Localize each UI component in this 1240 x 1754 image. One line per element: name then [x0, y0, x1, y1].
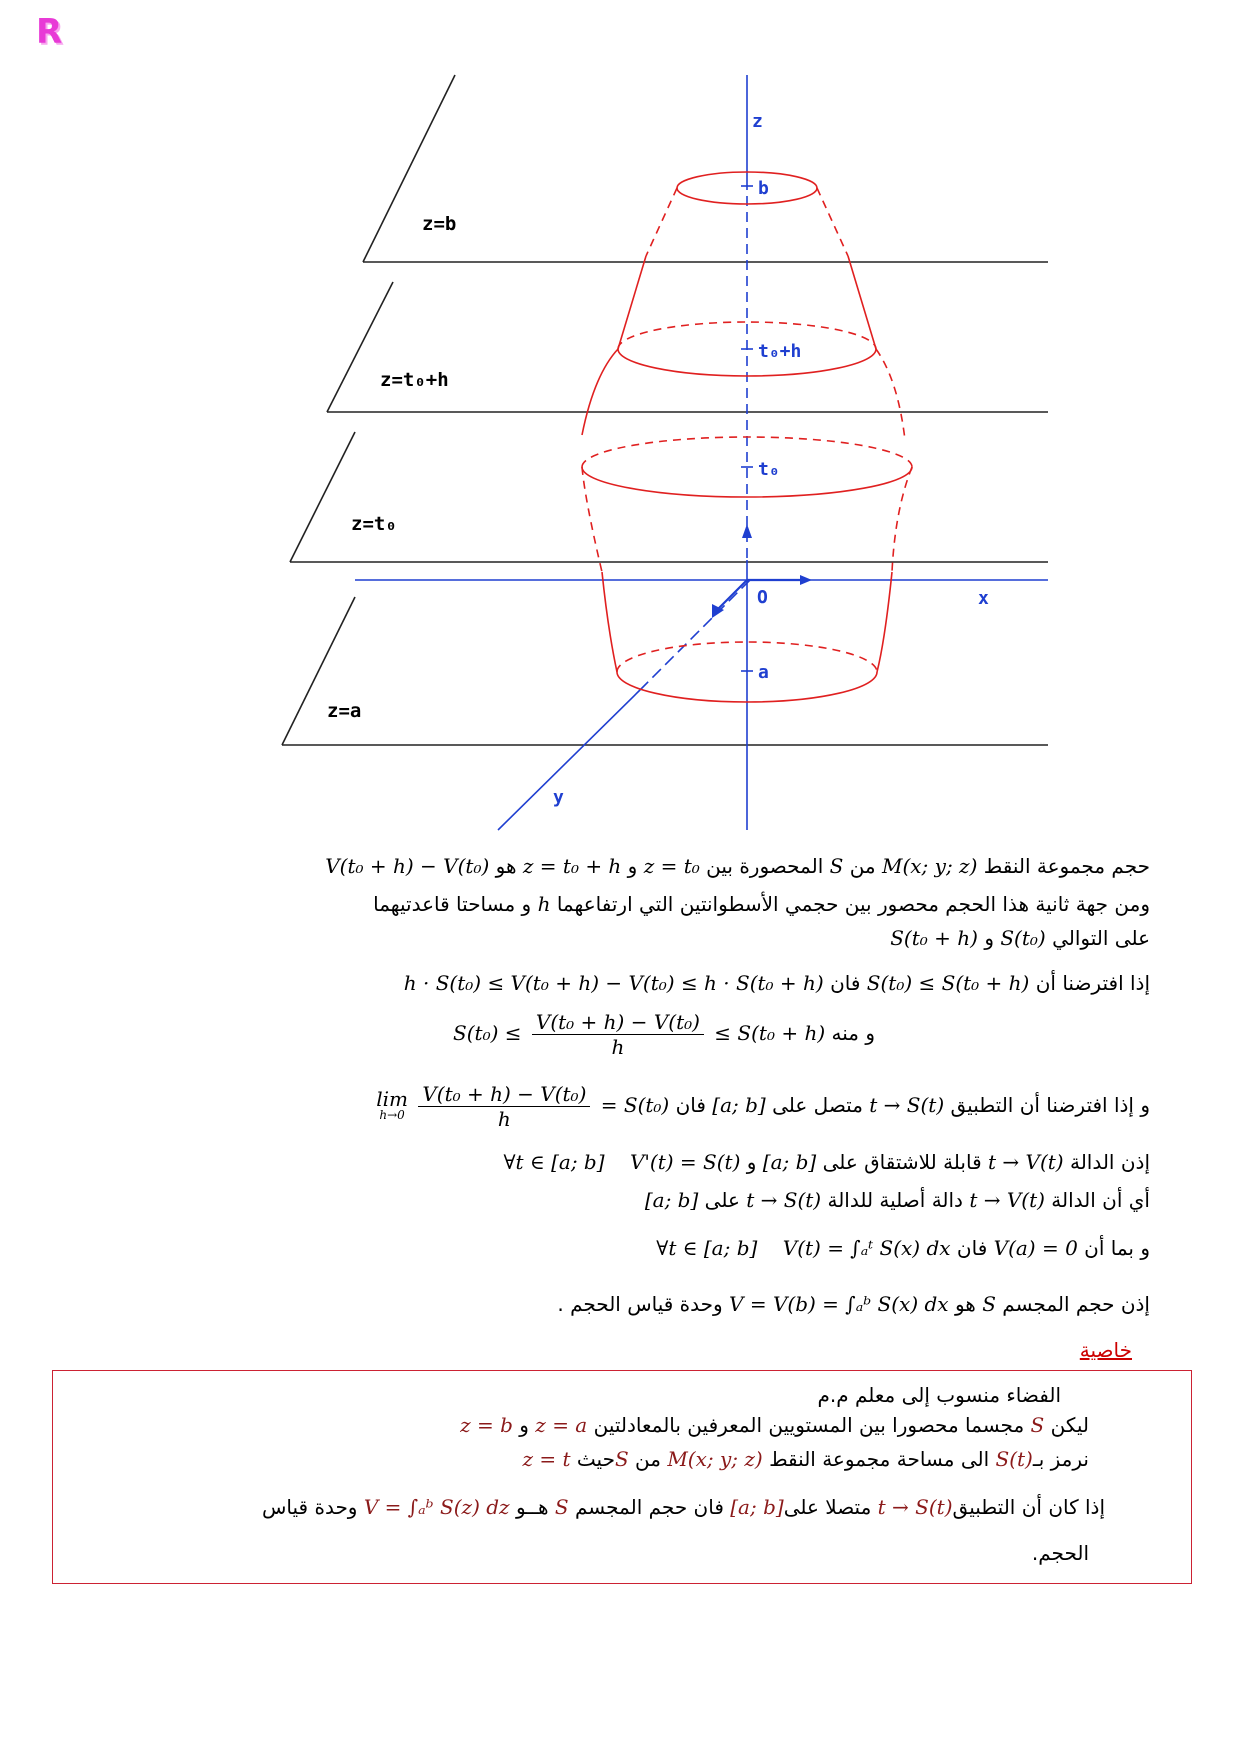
text-line-7: إذن الدالة t → V(t) قابلة للاشتقاق على [a; b] و V'(t) = S(t) ∀t ∈ [a; b] — [503, 1150, 1150, 1174]
plane-label-t0: z=t₀ — [351, 513, 397, 535]
axis-label-y: y — [553, 787, 564, 808]
logo: R — [36, 12, 63, 52]
text-line-2: ومن جهة ثانية هذا الحجم محصور بين حجمي الأسطوانتين التي ارتفاعهما h و مساحتا قاعدتيهما — [373, 892, 1150, 916]
text-line-1: حجم مجموعة النقط M(x; y; z) من S المحصورة بين z = t₀ و z = t₀ + h هو V(t₀ + h) − V(t₀) — [325, 854, 1150, 878]
property-line-5: الحجم. — [1031, 1541, 1089, 1565]
property-line-3: نرمز بـS(t) الى مساحة مجموعة النقط M(x; y; z) من Sحيث z = t — [522, 1447, 1089, 1471]
property-line-1: الفضاء منسوب إلى معلم م.م — [817, 1383, 1061, 1407]
property-title: خاصية — [1079, 1338, 1132, 1362]
axis-label-x: x — [978, 588, 989, 609]
plane-label-b: z=b — [422, 213, 457, 235]
axis-point-a: a — [758, 662, 769, 683]
property-box — [52, 1370, 1192, 1584]
axis-label-z: z — [752, 111, 763, 132]
axis-label-origin: O — [757, 587, 768, 608]
axes — [355, 75, 1048, 830]
text-line-4: إذا افترضنا أن S(t₀) ≤ S(t₀ + h) فان h · S(t₀) ≤ V(t₀ + h) − V(t₀) ≤ h · S(t₀ + h) — [403, 971, 1150, 995]
plane-label-t0h: z=t₀+h — [380, 369, 449, 391]
volume-figure — [0, 0, 1240, 860]
plane-label-a: z=a — [327, 700, 362, 722]
property-line-2: ليكن S مجسما محصورا بين المستويين المعرفين بالمعادلتين z = a و z = b — [460, 1413, 1089, 1437]
axis-point-t0h: t₀+h — [758, 341, 802, 362]
text-line-5: و منه S(t₀) ≤ $\frac{\text{V(t₀ + h) − V(t₀)}}{h}$ ≤ S(t₀ + h) — [453, 1010, 875, 1059]
text-line-9: و بما أن V(a) = 0 فان V(t) = ∫ₐᵗ S(x) dx ∀t ∈ [a; b] — [656, 1236, 1150, 1260]
axis-point-b: b — [758, 178, 769, 199]
text-line-8: أي أن الدالة t → V(t) دالة أصلية للدالة t → S(t) على [a; b] — [644, 1188, 1150, 1212]
text-line-3: على التوالي S(t₀) و S(t₀ + h) — [890, 926, 1150, 950]
text-line-10: إذن حجم المجسم S هو V = V(b) = ∫ₐᵇ S(x) dx وحدة قياس الحجم . — [557, 1292, 1150, 1316]
property-line-4: إذا كان أن التطبيقt → S(t) متصلا على[a; b] فان حجم المجسم S هــو V = ∫ₐᵇ S(z) dz وحدة قياس — [262, 1495, 1105, 1519]
text-line-6: و إذا افترضنا أن التطبيق t → S(t) متصل على [a; b] فان lim h→0 $\frac{\text{V(t₀ + h) − V(t₀)}}{h}$ = S(t₀) — [376, 1082, 1150, 1131]
planes — [282, 75, 1048, 745]
axis-point-t0: t₀ — [758, 459, 780, 480]
